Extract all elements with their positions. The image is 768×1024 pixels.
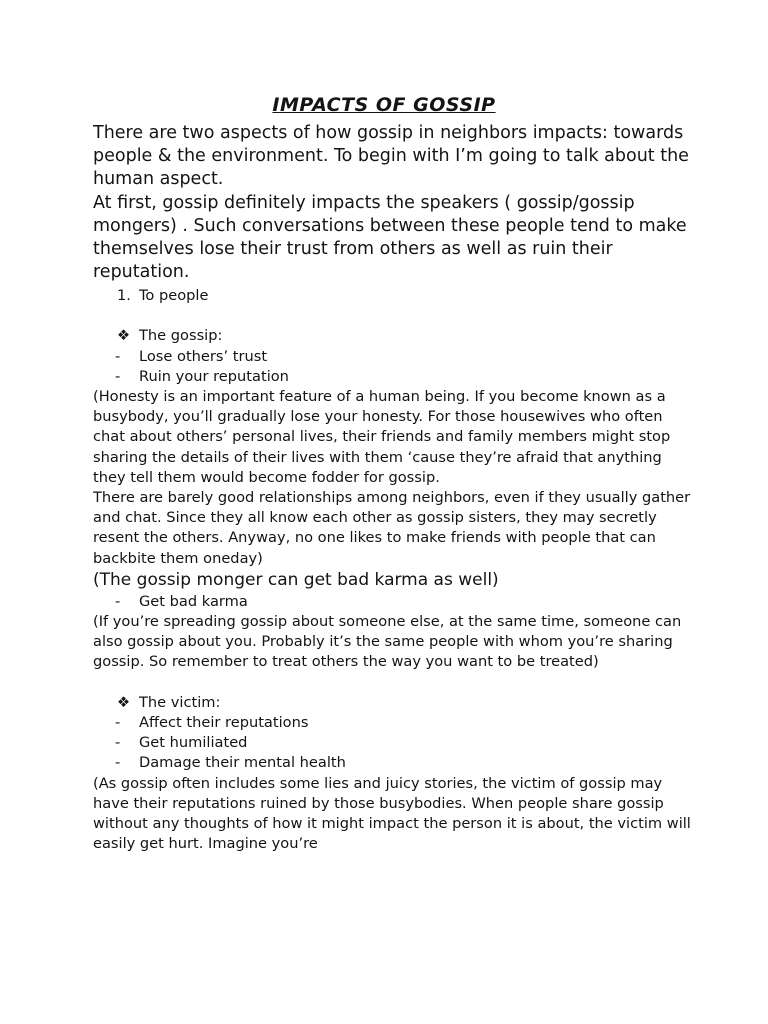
gossip-explanation-1: (Honesty is an important feature of a human being. If you become known as a busybody, you’ll gradually lose your honesty. For those housewives who often chat about others’ personal lives, their friends and family members might stop sharing the details of their lives with them ‘cause they’re afraid that anything they tell them would become fodder for gossip.: [93, 387, 671, 486]
gossip-explanation-2: There are barely good relationships among neighbors, even if they usually gather and chat. Since they all know each other as gossip sisters, they may secretly resent the others. Anyway, no one likes to make friends with people that can backbite them oneday): [93, 488, 691, 567]
victim-explanation: (As gossip often includes some lies and juicy stories, the victim of gossip may have their reputations ruined by those busybodies. When people share gossip without any thoughts of how it might impact the person it is about, the victim will easily get hurt. Imagine you’re: [93, 774, 691, 853]
list-item-text: Lose others’ trust: [139, 347, 268, 365]
karma-heading: (The gossip monger can get bad karma as well): [93, 569, 499, 590]
gossip-heading: [93, 326, 693, 346]
dash-bullet: -: [115, 734, 121, 752]
list-item: [93, 733, 693, 753]
dash-bullet: -: [115, 592, 121, 610]
list-item: [93, 592, 693, 612]
numbered-item: [93, 286, 693, 306]
diamond-bullet-icon: ❖: [117, 327, 131, 345]
dash-bullet: -: [115, 713, 121, 731]
list-item-text: Get bad karma: [139, 592, 248, 610]
list-item-text: Affect their reputations: [139, 713, 309, 731]
list-item-text: Ruin your reputation: [139, 367, 289, 385]
list-item-text: Get humiliated: [139, 734, 248, 752]
dash-bullet: -: [115, 367, 121, 385]
list-item-text: Damage their mental health: [139, 754, 346, 772]
numbered-item-text: To people: [139, 287, 209, 304]
victim-heading: [93, 693, 693, 713]
karma-explanation: (If you’re spreading gossip about someone else, at the same time, someone can also gossip about you. Probably it’s the same people with whom you’re sharing gossip. So remember to treat others the way you want to be treated): [93, 612, 682, 671]
victim-heading-text: The victim:: [139, 693, 221, 711]
list-item: [93, 367, 693, 387]
list-number: 1.: [117, 287, 131, 304]
gossip-heading-text: The gossip:: [139, 327, 223, 345]
list-item: [93, 347, 693, 367]
list-item: [93, 713, 693, 733]
gossip-section: [93, 286, 693, 854]
intro-paragraph-2: At first, gossip definitely impacts the speakers ( gossip/gossip mongers) . Such conversations between these people tend to make themselves lose their trust from others as well as ruin their reputation.: [93, 192, 687, 283]
dash-bullet: -: [115, 754, 121, 772]
intro-paragraph-1: There are two aspects of how gossip in neighbors impacts: towards people & the environment. To begin with I’m going to talk about the human aspect.: [93, 123, 689, 190]
list-item: [93, 753, 693, 773]
intro-section: [93, 122, 693, 284]
dash-bullet: -: [115, 347, 121, 365]
document-title: IMPACTS OF GOSSIP: [272, 94, 496, 116]
diamond-bullet-icon: ❖: [117, 693, 131, 711]
